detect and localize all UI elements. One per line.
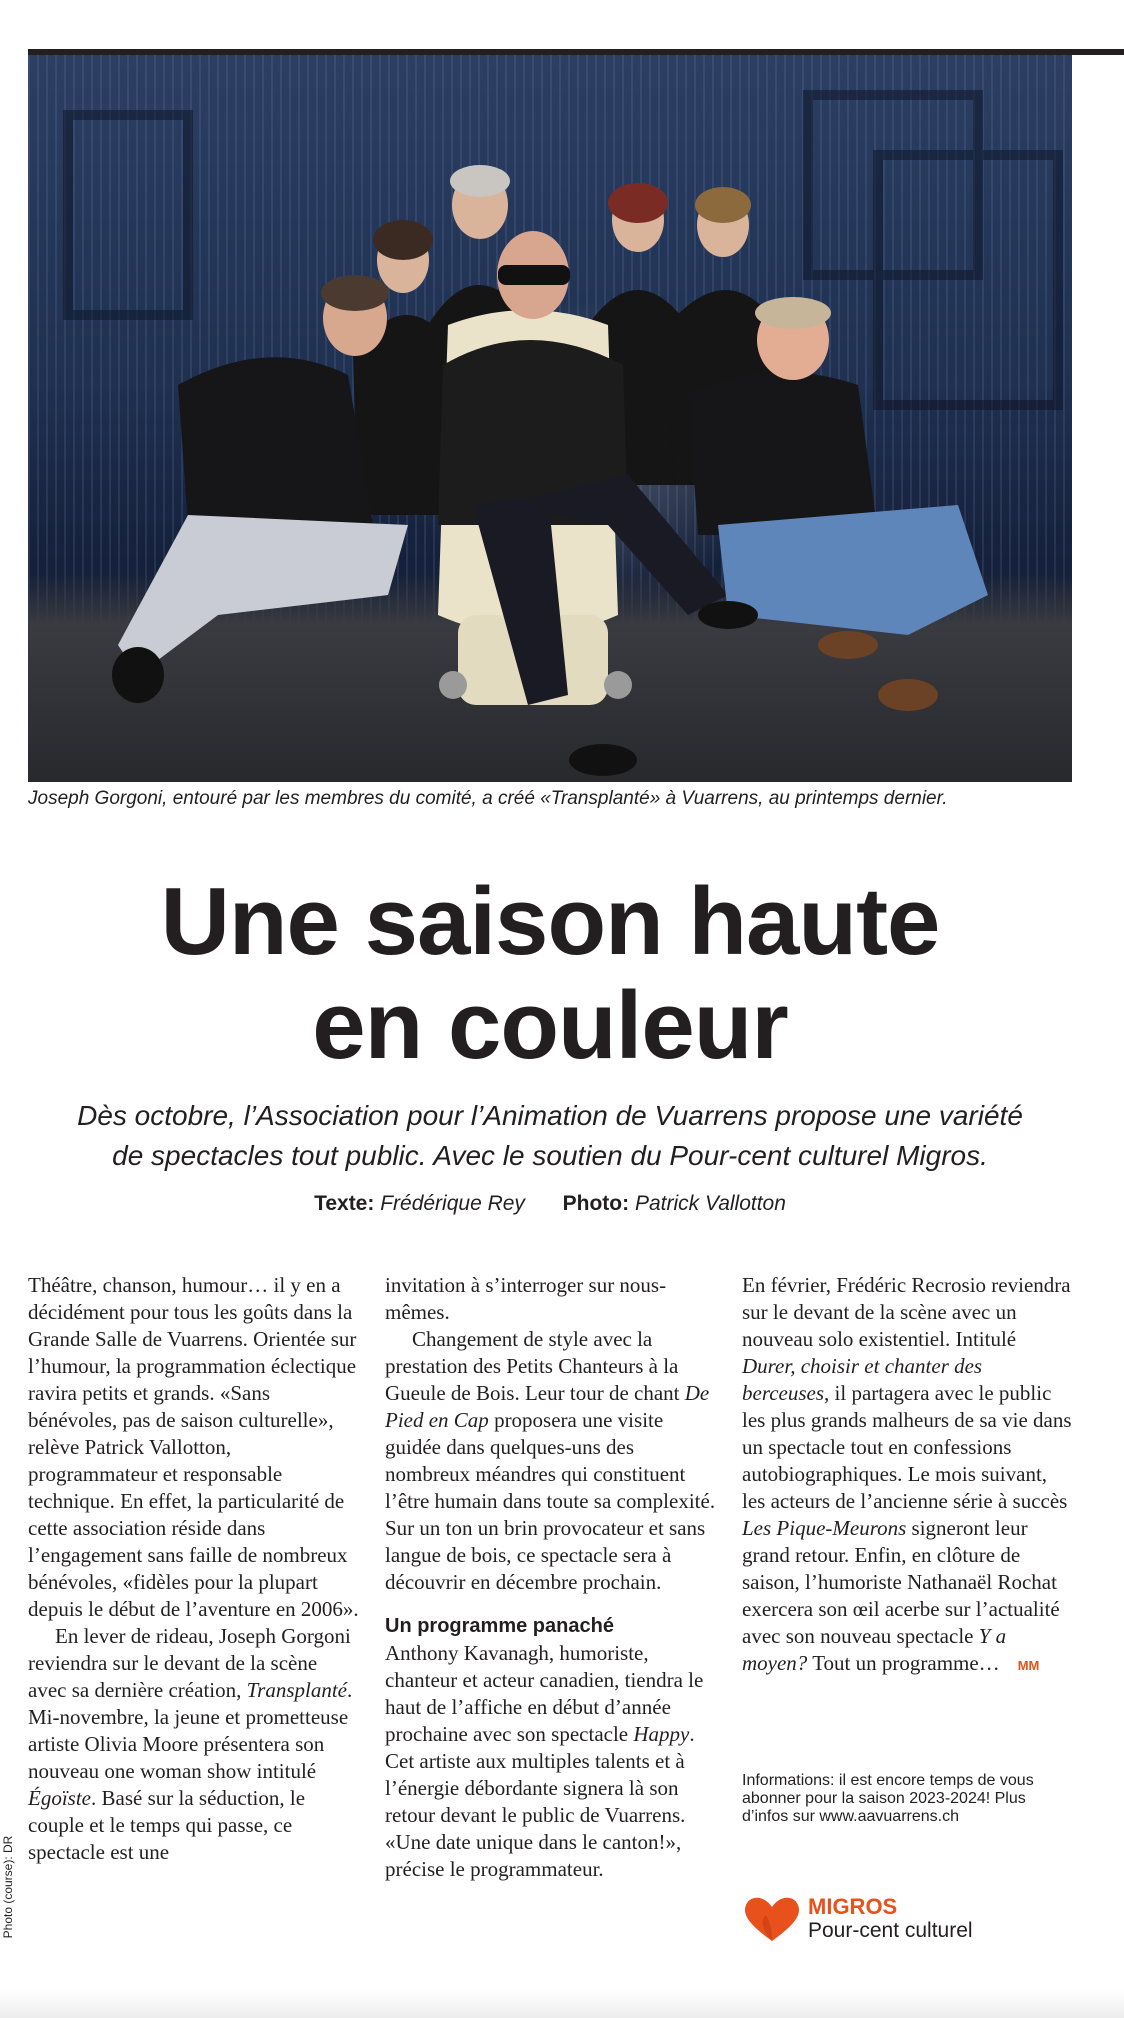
show-title: Happy [633, 1722, 690, 1746]
text-run: Changement de style avec la prestation des Petits Chanteurs à la Gueule de Bois. Leur tour de chant [385, 1327, 680, 1405]
article-column-3 [742, 1272, 1074, 1679]
heart-icon [742, 1893, 802, 1943]
standfirst-line-2: de spectacles tout public. Avec le soutien du Pour-cent culturel Migros. [112, 1140, 988, 1171]
paragraph: invitation à s’interroger sur nous-mêmes. [385, 1273, 667, 1324]
text-run: . Cet artiste aux multiples talents et à l’énergie débordante signera là son retour devant le public de Vuarrens. «Une date unique dans le canton!», précise le programmateur. [385, 1722, 695, 1881]
paragraph: Théâtre, chanson, humour… il y en a décidément pour tous les goûts dans la Grande Salle de Vuarrens. Orientée sur l’humour, la programmation éclectique ravira petits et grands. «Sans bénévoles, pas de saison culturelle», relève Patrick Vallotton, programmateur et responsable technique. En effet, la particularité de cette association réside dans l’engagement sans faille de nombreux bénévoles, «fidèles pour la plupart depuis le début de l’aventure en 2006». [28, 1273, 359, 1621]
byline-text-author: Frédérique Rey [380, 1192, 525, 1215]
show-title: Égoïste [28, 1786, 91, 1810]
byline [0, 1190, 1100, 1218]
article-photo [28, 55, 1072, 782]
migros-logo [742, 1893, 1002, 1943]
show-title: Durer, choisir et chanter des berceuses [742, 1354, 983, 1405]
byline-text-label: Texte: [314, 1192, 375, 1215]
show-title: Les Pique-Meurons [742, 1516, 907, 1540]
photo-credit: Photo (course): DR [1, 1835, 15, 1939]
paragraph [385, 1326, 717, 1596]
subheading: Un programme panaché [385, 1615, 614, 1637]
show-title: Y a moyen? [742, 1624, 1007, 1675]
text-run: Anthony Kavanagh, humoriste, chanteur et acteur canadien, tiendra le haut de l’affiche en début d’année prochaine avec son spectacle [385, 1641, 704, 1746]
photo-figures [28, 55, 1072, 782]
photo-caption: Joseph Gorgoni, entouré par les membres du comité, a créé «Transplanté» à Vuarrens, au printemps dernier. [28, 788, 948, 809]
text-run: signeront leur grand retour. Enfin, en clôture de saison, l’humoriste Nathanaël Rochat exercera son œil acerbe sur l’actualité avec son nouveau spectacle [742, 1516, 1060, 1648]
article-column-1 [28, 1272, 360, 1866]
text-run: , il partagera avec le public les plus grands malheurs de sa vie dans un spectacle tout en confessions autobiographiques. Le mois suivant, les acteurs de l’ancienne série à succès [742, 1381, 1072, 1513]
headline-line-2: en couleur [312, 972, 788, 1079]
text-run: En février, Frédéric Recrosio reviendra sur le devant de la scène avec un nouveau solo existentiel. Intitulé [742, 1273, 1071, 1351]
text-run: . Basé sur la séduction, le couple et le temps qui passe, ce spectacle est une [28, 1786, 306, 1864]
author-signoff: MM [1017, 1658, 1040, 1673]
paragraph [742, 1272, 1074, 1679]
logo-tagline: Pour-cent culturel [808, 1919, 973, 1942]
byline-photo-label: Photo: [562, 1192, 630, 1215]
paragraph [28, 1623, 360, 1866]
page-edge [0, 1990, 1124, 2018]
article-column-2 [385, 1272, 717, 1883]
logo-brand: MIGROS [808, 1894, 898, 1919]
paragraph [385, 1640, 717, 1883]
standfirst-line-1: Dès octobre, l’Association pour l’Animation de Vuarrens propose une variété [77, 1100, 1023, 1131]
text-run: En lever de rideau, Joseph Gorgoni reviendra sur le devant de la scène avec sa dernière création, [28, 1624, 351, 1702]
text-run: Tout un programme… [812, 1651, 1000, 1675]
show-title: Transplanté [246, 1678, 347, 1702]
headline [0, 870, 1100, 1078]
info-box: Informations: il est encore temps de vous abonner pour la saison 2023-2024! Plus d’infos sur www.aavuarrens.ch [742, 1772, 1034, 1825]
text-run: . Mi-novembre, la jeune et prometteuse artiste Olivia Moore présentera son nouveau one woman show intitulé [28, 1678, 353, 1783]
text-run: proposera une visite guidée dans quelques-uns des nombreux méandres qui constituent l’être humain dans toute sa complexité. Sur un ton un brin provocateur et sans langue de bois, ce spectacle sera à découvrir en décembre prochain. [385, 1408, 716, 1594]
byline-photo-author: Patrick Vallotton [634, 1192, 786, 1215]
headline-line-1: Une saison haute [160, 868, 940, 975]
show-title: De Pied en Cap [385, 1381, 710, 1432]
standfirst [40, 1096, 1060, 1176]
